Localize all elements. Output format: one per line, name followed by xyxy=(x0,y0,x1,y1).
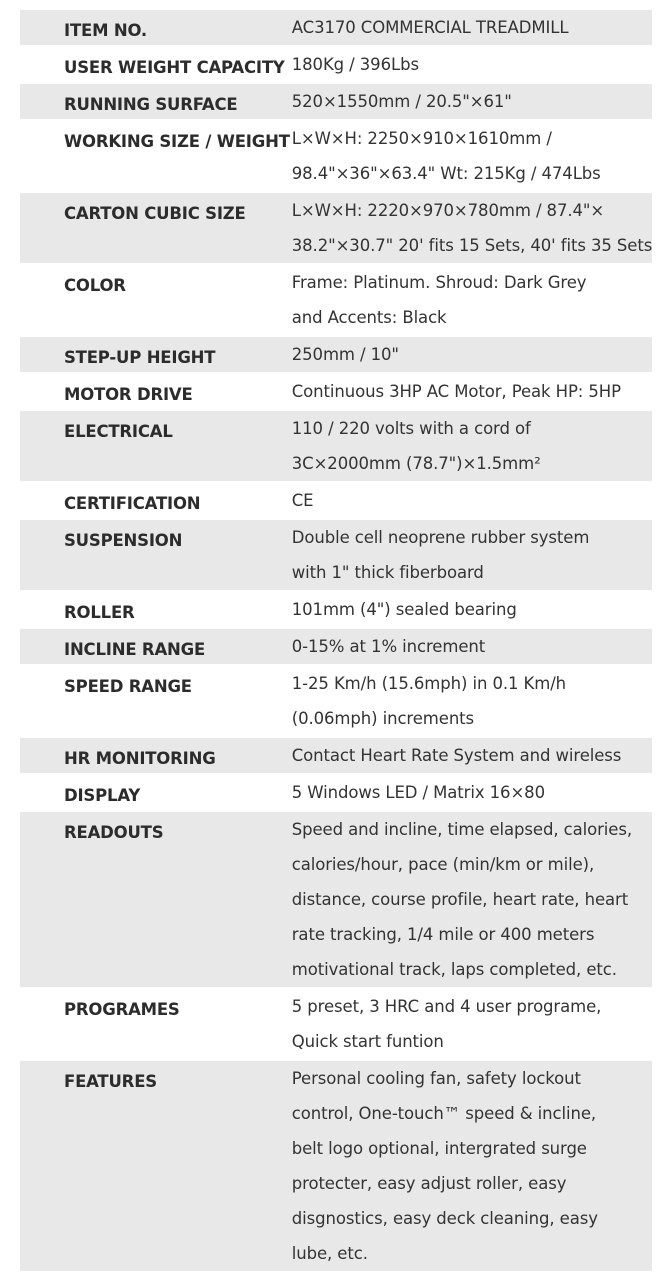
spec-value-line: motivational track, laps completed, etc. xyxy=(291,960,617,979)
spec-value-line: Frame: Platinum. Shroud: Dark Grey xyxy=(291,273,587,292)
spec-value-line: 38.2"×30.7" 20' fits 15 Sets, 40' fits 35 Sets xyxy=(291,236,653,255)
spec-value-line: 98.4"×36"×63.4" Wt: 215Kg / 474Lbs xyxy=(291,164,601,183)
spec-value-cell xyxy=(290,738,652,775)
spec-label: READOUTS xyxy=(64,823,164,842)
spec-row xyxy=(20,520,652,592)
spec-label-cell xyxy=(20,666,290,738)
spec-value-line: 520×1550mm / 20.5"×61" xyxy=(291,92,512,111)
spec-label: CARTON CUBIC SIZE xyxy=(64,204,246,223)
spec-label: ROLLER xyxy=(64,603,135,622)
spec-row xyxy=(20,374,652,411)
spec-value-line: (0.06mph) increments xyxy=(291,709,475,728)
spec-row xyxy=(20,337,652,374)
spec-value-cell xyxy=(290,265,652,337)
spec-label: WORKING SIZE / WEIGHT xyxy=(64,132,290,151)
spec-label: MOTOR DRIVE xyxy=(64,385,193,404)
spec-label-cell xyxy=(20,47,290,84)
spec-value-line: 3C×2000mm (78.7")×1.5mm² xyxy=(291,454,541,473)
spec-value-cell xyxy=(290,10,652,47)
spec-value-cell xyxy=(290,47,652,84)
spec-label-cell xyxy=(20,592,290,629)
spec-label: COLOR xyxy=(64,276,126,295)
spec-value-line: Continuous 3HP AC Motor, Peak HP: 5HP xyxy=(291,382,621,401)
spec-value-line: 1-25 Km/h (15.6mph) in 0.1 Km/h xyxy=(291,674,567,693)
spec-label: USER WEIGHT CAPACITY xyxy=(64,58,285,77)
spec-label: SPEED RANGE xyxy=(64,677,192,696)
spec-label: INCLINE RANGE xyxy=(64,640,206,659)
spec-label-cell xyxy=(20,374,290,411)
spec-value-line: 250mm / 10" xyxy=(291,345,399,364)
spec-value-line: rate tracking, 1/4 mile or 400 meters xyxy=(291,925,595,944)
spec-value-line: CE xyxy=(291,491,314,510)
spec-row xyxy=(20,47,652,84)
spec-label: ITEM NO. xyxy=(64,21,147,40)
spec-label-cell xyxy=(20,10,290,47)
spec-value-cell xyxy=(290,337,652,374)
spec-label: DISPLAY xyxy=(64,786,141,805)
spec-label: RUNNING SURFACE xyxy=(64,95,238,114)
spec-label: ELECTRICAL xyxy=(64,422,173,441)
spec-label: PROGRAMES xyxy=(64,1000,180,1019)
spec-value-cell xyxy=(290,84,652,121)
spec-label-cell xyxy=(20,84,290,121)
spec-value-line: belt logo optional, intergrated surge xyxy=(291,1139,587,1158)
spec-label: SUSPENSION xyxy=(64,531,183,550)
spec-value-line: calories/hour, pace (min/km or mile), xyxy=(291,855,595,874)
spec-value-line: Quick start funtion xyxy=(291,1032,444,1051)
spec-label-cell xyxy=(20,738,290,775)
spec-row xyxy=(20,265,652,337)
spec-label: STEP-UP HEIGHT xyxy=(64,348,216,367)
spec-value-line: 110 / 220 volts with a cord of xyxy=(291,419,531,438)
spec-row xyxy=(20,775,652,812)
spec-label-cell xyxy=(20,812,290,989)
spec-value-line: 0-15% at 1% increment xyxy=(291,637,486,656)
spec-label-cell xyxy=(20,1061,290,1273)
spec-row xyxy=(20,84,652,121)
spec-value-line: 180Kg / 396Lbs xyxy=(291,55,419,74)
spec-label-cell xyxy=(20,483,290,520)
spec-row xyxy=(20,121,652,193)
spec-value-line: disgnostics, easy deck cleaning, easy xyxy=(291,1209,598,1228)
spec-value-line: with 1" thick fiberboard xyxy=(291,563,484,582)
spec-value-cell xyxy=(290,1061,652,1273)
spec-label-cell xyxy=(20,629,290,666)
spec-row xyxy=(20,193,652,265)
spec-value-cell xyxy=(290,121,652,193)
spec-table xyxy=(20,10,652,1273)
spec-value-cell xyxy=(290,483,652,520)
spec-value-line: Personal cooling fan, safety lockout xyxy=(291,1069,581,1088)
spec-value-cell xyxy=(290,592,652,629)
spec-value-cell xyxy=(290,775,652,812)
spec-row xyxy=(20,812,652,989)
spec-label-cell xyxy=(20,989,290,1061)
spec-value-cell xyxy=(290,520,652,592)
spec-value-line: AC3170 COMMERCIAL TREADMILL xyxy=(291,18,569,37)
spec-value-line: 5 preset, 3 HRC and 4 user programe, xyxy=(291,997,602,1016)
spec-label-cell xyxy=(20,337,290,374)
spec-value-cell xyxy=(290,374,652,411)
spec-row xyxy=(20,738,652,775)
spec-value-line: Contact Heart Rate System and wireless xyxy=(291,746,622,765)
spec-label: HR MONITORING xyxy=(64,749,216,768)
spec-value-cell xyxy=(290,989,652,1061)
spec-label-cell xyxy=(20,193,290,265)
spec-value-line: protecter, easy adjust roller, easy xyxy=(291,1174,567,1193)
spec-label-cell xyxy=(20,775,290,812)
spec-value-line: control, One-touch™ speed & incline, xyxy=(291,1104,597,1123)
spec-value-cell xyxy=(290,812,652,989)
spec-label: FEATURES xyxy=(64,1072,157,1091)
spec-row xyxy=(20,411,652,483)
spec-value-cell xyxy=(290,193,652,265)
spec-row xyxy=(20,666,652,738)
spec-value-line: L×W×H: 2220×970×780mm / 87.4"× xyxy=(291,201,605,220)
spec-value-line: 101mm (4") sealed bearing xyxy=(291,600,517,619)
spec-row xyxy=(20,483,652,520)
spec-label-cell xyxy=(20,265,290,337)
spec-value-line: 5 Windows LED / Matrix 16×80 xyxy=(291,783,545,802)
spec-value-line: lube, etc. xyxy=(291,1244,368,1263)
spec-value-cell xyxy=(290,411,652,483)
spec-value-line: L×W×H: 2250×910×1610mm / xyxy=(291,129,552,148)
spec-row xyxy=(20,10,652,47)
spec-row xyxy=(20,629,652,666)
spec-label-cell xyxy=(20,520,290,592)
spec-value-cell xyxy=(290,666,652,738)
spec-value-cell xyxy=(290,629,652,666)
spec-table-body xyxy=(20,10,652,1273)
spec-label-cell xyxy=(20,121,290,193)
spec-value-line: Double cell neoprene rubber system xyxy=(291,528,590,547)
spec-label: CERTIFICATION xyxy=(64,494,201,513)
spec-row xyxy=(20,592,652,629)
spec-row xyxy=(20,1061,652,1273)
spec-row xyxy=(20,989,652,1061)
spec-value-line: distance, course profile, heart rate, heart xyxy=(291,890,629,909)
spec-value-line: and Accents: Black xyxy=(291,308,447,327)
spec-value-line: Speed and incline, time elapsed, calories, xyxy=(291,820,632,839)
spec-label-cell xyxy=(20,411,290,483)
